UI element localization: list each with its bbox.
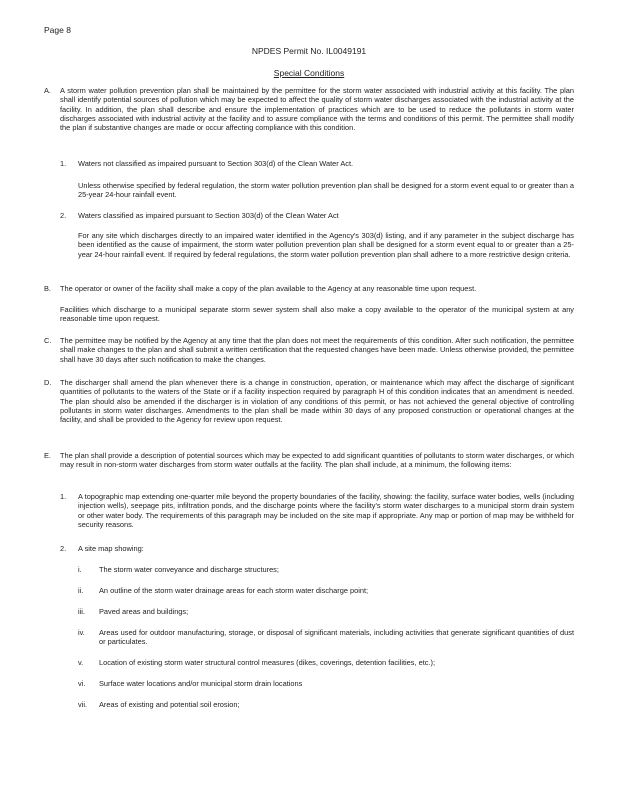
subitem-num: vii. bbox=[78, 700, 88, 709]
subitem-num: iv. bbox=[78, 628, 85, 637]
section-e-item-2-num: 2. bbox=[60, 544, 67, 553]
subitem-text: Surface water locations and/or municipal storm drain locations bbox=[99, 679, 303, 688]
page-number: Page 8 bbox=[44, 25, 71, 35]
subitem-num: ii. bbox=[78, 586, 84, 595]
subitem-text: Paved areas and buildings; bbox=[99, 607, 189, 616]
permit-title: NPDES Permit No. IL0049191 bbox=[251, 46, 367, 56]
section-c-text: The permittee may be notified by the Agency at any time that the plan does not meet the requirements of this condition. After such notification, the permittee shall make changes to the plan and shall submit a written certification that the requested changes have been made. Unless otherwise provided, the permittee shall have 30 days after such notification to make the changes. bbox=[60, 336, 574, 364]
section-e-item-2-text: A site map showing: bbox=[78, 544, 144, 553]
section-a-item-1-num: 1. bbox=[60, 159, 67, 168]
subitem-text: Areas used for outdoor manufacturing, storage, or disposal of significant materials, including activities that generate significant quantities of dust or particulates. bbox=[99, 628, 574, 647]
section-d-label: D. bbox=[44, 378, 52, 387]
section-c-label: C. bbox=[44, 336, 52, 345]
section-a-item-2-title: Waters classified as impaired pursuant to Section 303(d) of the Clean Water Act bbox=[78, 211, 339, 220]
section-a-text: A storm water pollution prevention plan shall be maintained by the permittee for the storm water associated with industrial activity at this facility. The plan shall identify potential sources of pollution which may be expected to affect the quality of storm water discharges associated with the industrial activity at the facility. In addition, the plan shall describe and ensure the implementation of practices which are to be used to reduce the pollutants in storm water discharges associated with industrial activity at the facility and to assure compliance with the terms and conditions of this permit. The permittee shall modify the plan if substantive changes are made or occur affecting compliance with this condition. bbox=[60, 86, 574, 133]
subitem-text: Areas of existing and potential soil erosion; bbox=[99, 700, 240, 709]
subitem-num: iii. bbox=[78, 607, 85, 616]
section-b-label: B. bbox=[44, 284, 51, 293]
section-e-label: E. bbox=[44, 451, 51, 460]
section-a-item-1-title: Waters not classified as impaired pursuant to Section 303(d) of the Clean Water Act. bbox=[78, 159, 354, 168]
section-e-item-1-num: 1. bbox=[60, 492, 67, 501]
section-d-text: The discharger shall amend the plan whenever there is a change in construction, operation, or maintenance which may affect the discharge of significant quantities of pollutants to the waters of the State or if a facility inspection required by paragraph H of this condition indicates that an amendment is needed. The plan should also be amended if the discharger is in violation of any conditions of this permit, or has not achieved the general objective of controlling pollutants in storm water discharges. Amendments to the plan shall be made within 30 days of any proposed construction or operational changes at the facility, and shall be provided to the Agency for review upon request. bbox=[60, 378, 574, 425]
section-a-item-2-num: 2. bbox=[60, 211, 67, 220]
section-b-text: The operator or owner of the facility shall make a copy of the plan available to the Agency at any reasonable time upon request. bbox=[60, 284, 477, 293]
subitem-text: The storm water conveyance and discharge structures; bbox=[99, 565, 279, 574]
subitem-num: vi. bbox=[78, 679, 86, 688]
subitem-text: An outline of the storm water drainage areas for each storm water discharge point; bbox=[99, 586, 369, 595]
section-heading: Special Conditions bbox=[273, 68, 345, 78]
section-b-text-2: Facilities which discharge to a municipal separate storm sewer system shall also make a copy available to the operator of the municipal system at any reasonable time upon request. bbox=[60, 305, 574, 324]
subitem-num: v. bbox=[78, 658, 84, 667]
section-a-item-2-text: For any site which discharges directly to an impaired water identified in the Agency's 303(d) listing, and if any parameter in the subject discharge has been identified as the cause of impairment, the storm water pollution prevention plan shall be designed for a storm event equal to or greater than a 25-year 24-hour rainfall event. If required by federal regulations, the storm water pollution prevention plan shall adhere to a more restrictive design criteria. bbox=[78, 231, 574, 259]
subitem-num: i. bbox=[78, 565, 82, 574]
section-e-text: The plan shall provide a description of potential sources which may be expected to add significant quantities of pollutants to storm water discharges, or which may result in non-storm water discharges from storm water outfalls at the facility. The plan shall include, at a minimum, the following items: bbox=[60, 451, 574, 470]
section-e-item-1-text: A topographic map extending one-quarter mile beyond the property boundaries of the facility, showing: the facility, surface water bodies, wells (including injection wells), seepage pits, infiltration ponds, and the discharge points where the facility's storm water discharges to a municipal storm drain system or other water body. The requirements of this paragraph may be included on the site map if appropriate. Any map or portion of map may be withheld for security reasons. bbox=[78, 492, 574, 529]
section-a-item-1-text: Unless otherwise specified by federal regulation, the storm water pollution prevention plan shall be designed for a storm event equal to or greater than a 25-year 24-hour rainfall event. bbox=[78, 181, 574, 200]
section-a-label: A. bbox=[44, 86, 51, 95]
subitem-text: Location of existing storm water structural control measures (dikes, coverings, detention facilities, etc.); bbox=[99, 658, 436, 667]
